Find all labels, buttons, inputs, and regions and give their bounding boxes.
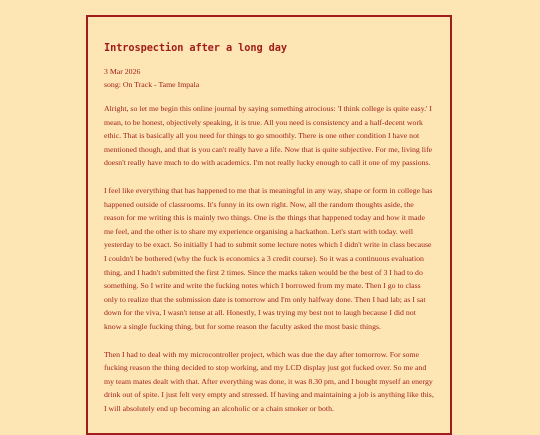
post-paragraph-2: I feel like everything that has happened to me that is meaningful in any way, shape or form in college has happened outside of classrooms. It's funny in its own right. Now, all the random thoughts aside, the reason for me writing this is mainly two things. One is the things that happened today and how it made me feel, and the other is to share my experience organising a hackathon. Let's start with today. well yesterday to be exact. So initially I had to submit some lecture notes which I didn't write in class because I couldn't be bothered (why the fuck is economics a 3 credit course). So it was a continuous evaluation thing, and I hadn't submitted the first 2 times. Since the marks taken would be the best of 3 I had to do something. So I write and write the fucking notes which I borrowed from my mate. Then I go to class only to realize that the submission date is tomorrow and I'm only halfway done. Then I had lab; as I sat down for the viva, I wasn't tense at all. Honestly, I was trying my best not to laugh because I did not know a single fucking thing, but for some reason the faculty asked the most basic things. — [104, 185, 433, 331]
post-paragraph-3: Then I had to deal with my microcontroller project, which was due the day after tomorrow. For some fucking reason the thing decided to stop working, and my LCD display just got fucked over. So me and my team mates dealt with that. After everything was done, it was 8.30 pm, and I bought myself an energy drink out of spite. I just felt very empty and stressed. If having and maintaining a job is anything like this, I will absolutely end up becoming an alcoholic or a chain smoker or both. — [104, 349, 434, 413]
post-paragraph-1: Alright, so let me begin this online journal by saying something atrocious: 'I think college is quite easy.' I mean, to be honest, objectively speaking, it is true. All you need is consistency and a half-decent work ethic. That is basically all you need for things to go smoothly. There is one other condition I have not mentioned though, and that is you can't really have a life. Now that is quite subjective. For me, living life doesn't really have much to do with academics. I'm not really lucky enough to call it one of my passions. — [104, 104, 433, 168]
post-date: 3 Mar 2026 — [104, 67, 141, 76]
journal-entry — [86, 15, 452, 435]
post-meta — [104, 65, 434, 91]
post-song: song: On Track - Tame Impala — [104, 80, 200, 89]
post-title: Introspection after a long day — [104, 42, 287, 54]
